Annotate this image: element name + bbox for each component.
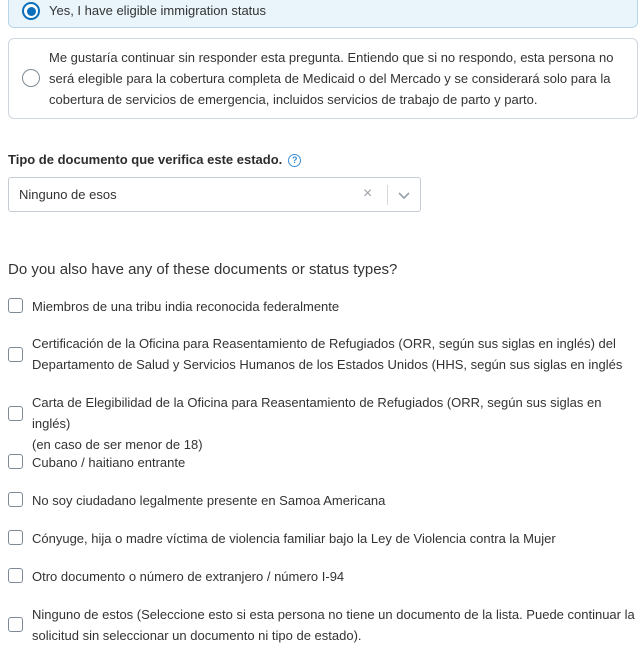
document-type-select[interactable] <box>8 177 421 212</box>
checkbox-label-line: (en caso de ser menor de 18) <box>32 437 203 452</box>
clear-icon[interactable]: × <box>363 185 373 202</box>
checkbox[interactable] <box>8 347 23 362</box>
checkbox[interactable] <box>8 492 23 507</box>
checkbox-option-other-document[interactable] <box>8 566 638 587</box>
decline-text-line-3: cobertura de servicios de emergencia, incluidos servicios de trabajo de parto y parto. <box>49 92 538 107</box>
checkbox-label <box>32 528 638 549</box>
select-separator <box>387 185 388 205</box>
radio-option-eligible-status[interactable] <box>8 0 638 28</box>
checkbox[interactable] <box>8 530 23 545</box>
checkbox-label <box>32 392 638 455</box>
checkbox-label <box>32 452 638 473</box>
checkbox-label-line: Carta de Elegibilidad de la Oficina para Reasentamiento de Refugiados (ORR, según sus siglas en inglés) <box>32 395 602 431</box>
checkbox-label-line: Ninguno de estos (Seleccione esto si esta persona no tiene un documento de la lista. Puede continuar la <box>32 607 635 622</box>
checkbox-option-federally-recognized-tribe[interactable] <box>8 296 638 317</box>
checkbox[interactable] <box>8 568 23 583</box>
decline-text-line-2: será elegible para la cobertura completa de Medicaid o del Mercado y se considerará solo para la <box>49 71 611 86</box>
checkbox-option-cuban-haitian-entrant[interactable] <box>8 452 638 473</box>
radio-button-unselected[interactable] <box>22 69 40 87</box>
radio-button-selected[interactable] <box>22 2 40 20</box>
checkbox[interactable] <box>8 406 23 421</box>
checkbox[interactable] <box>8 617 23 632</box>
help-icon[interactable]: ? <box>288 154 301 167</box>
chevron-down-icon[interactable] <box>395 186 413 204</box>
radio-option-decline-answer[interactable] <box>8 38 638 119</box>
checkbox-label-line: solicitud sin seleccionar un documento ni tipo de estado). <box>32 628 362 643</box>
checkbox-label-line: Cónyuge, hija o madre víctima de violencia familiar bajo la Ley de Violencia contra la Mujer <box>32 531 556 546</box>
radio-label-eligible-status: Yes, I have eligible immigration status <box>49 3 267 18</box>
checkbox-label-line: Departamento de Salud y Servicios Humanos de los Estados Unidos (HHS, según sus siglas en inglés <box>32 357 623 372</box>
checkbox-label <box>32 333 638 375</box>
document-type-label <box>8 152 301 167</box>
checkbox-option-none-of-these[interactable] <box>8 604 638 646</box>
document-type-selected-value: Ninguno de esos <box>19 187 117 202</box>
checkbox-label <box>32 566 638 587</box>
checkbox[interactable] <box>8 454 23 469</box>
checkbox-label <box>32 490 638 511</box>
checkbox-label-line: Certificación de la Oficina para Reasentamiento de Refugiados (ORR, según sus siglas en inglés) del <box>32 336 616 351</box>
checkbox-label-line: No soy ciudadano legalmente presente en Samoa Americana <box>32 493 386 508</box>
checkbox-label-line: Cubano / haitiano entrante <box>32 455 186 470</box>
checkbox-option-orr-eligibility-letter[interactable] <box>8 392 638 452</box>
checkbox-option-american-samoa[interactable] <box>8 490 638 511</box>
checkbox-label <box>32 296 638 317</box>
checkbox-option-orr-certification[interactable] <box>8 333 638 375</box>
radio-label-decline-answer <box>49 47 613 110</box>
other-documents-title: Do you also have any of these documents or status types? <box>8 261 398 278</box>
checkbox-label-line: Otro documento o número de extranjero / número I-94 <box>32 569 345 584</box>
checkbox-label <box>32 604 638 646</box>
checkbox-label-line: Miembros de una tribu india reconocida federalmente <box>32 299 340 314</box>
checkbox[interactable] <box>8 298 23 313</box>
document-type-label-text: Tipo de documento que verifica este estado. <box>8 152 283 167</box>
checkbox-option-vawa[interactable] <box>8 528 638 549</box>
decline-text-line-1: Me gustaría continuar sin responder esta pregunta. Entiendo que si no respondo, esta persona no <box>49 50 614 65</box>
